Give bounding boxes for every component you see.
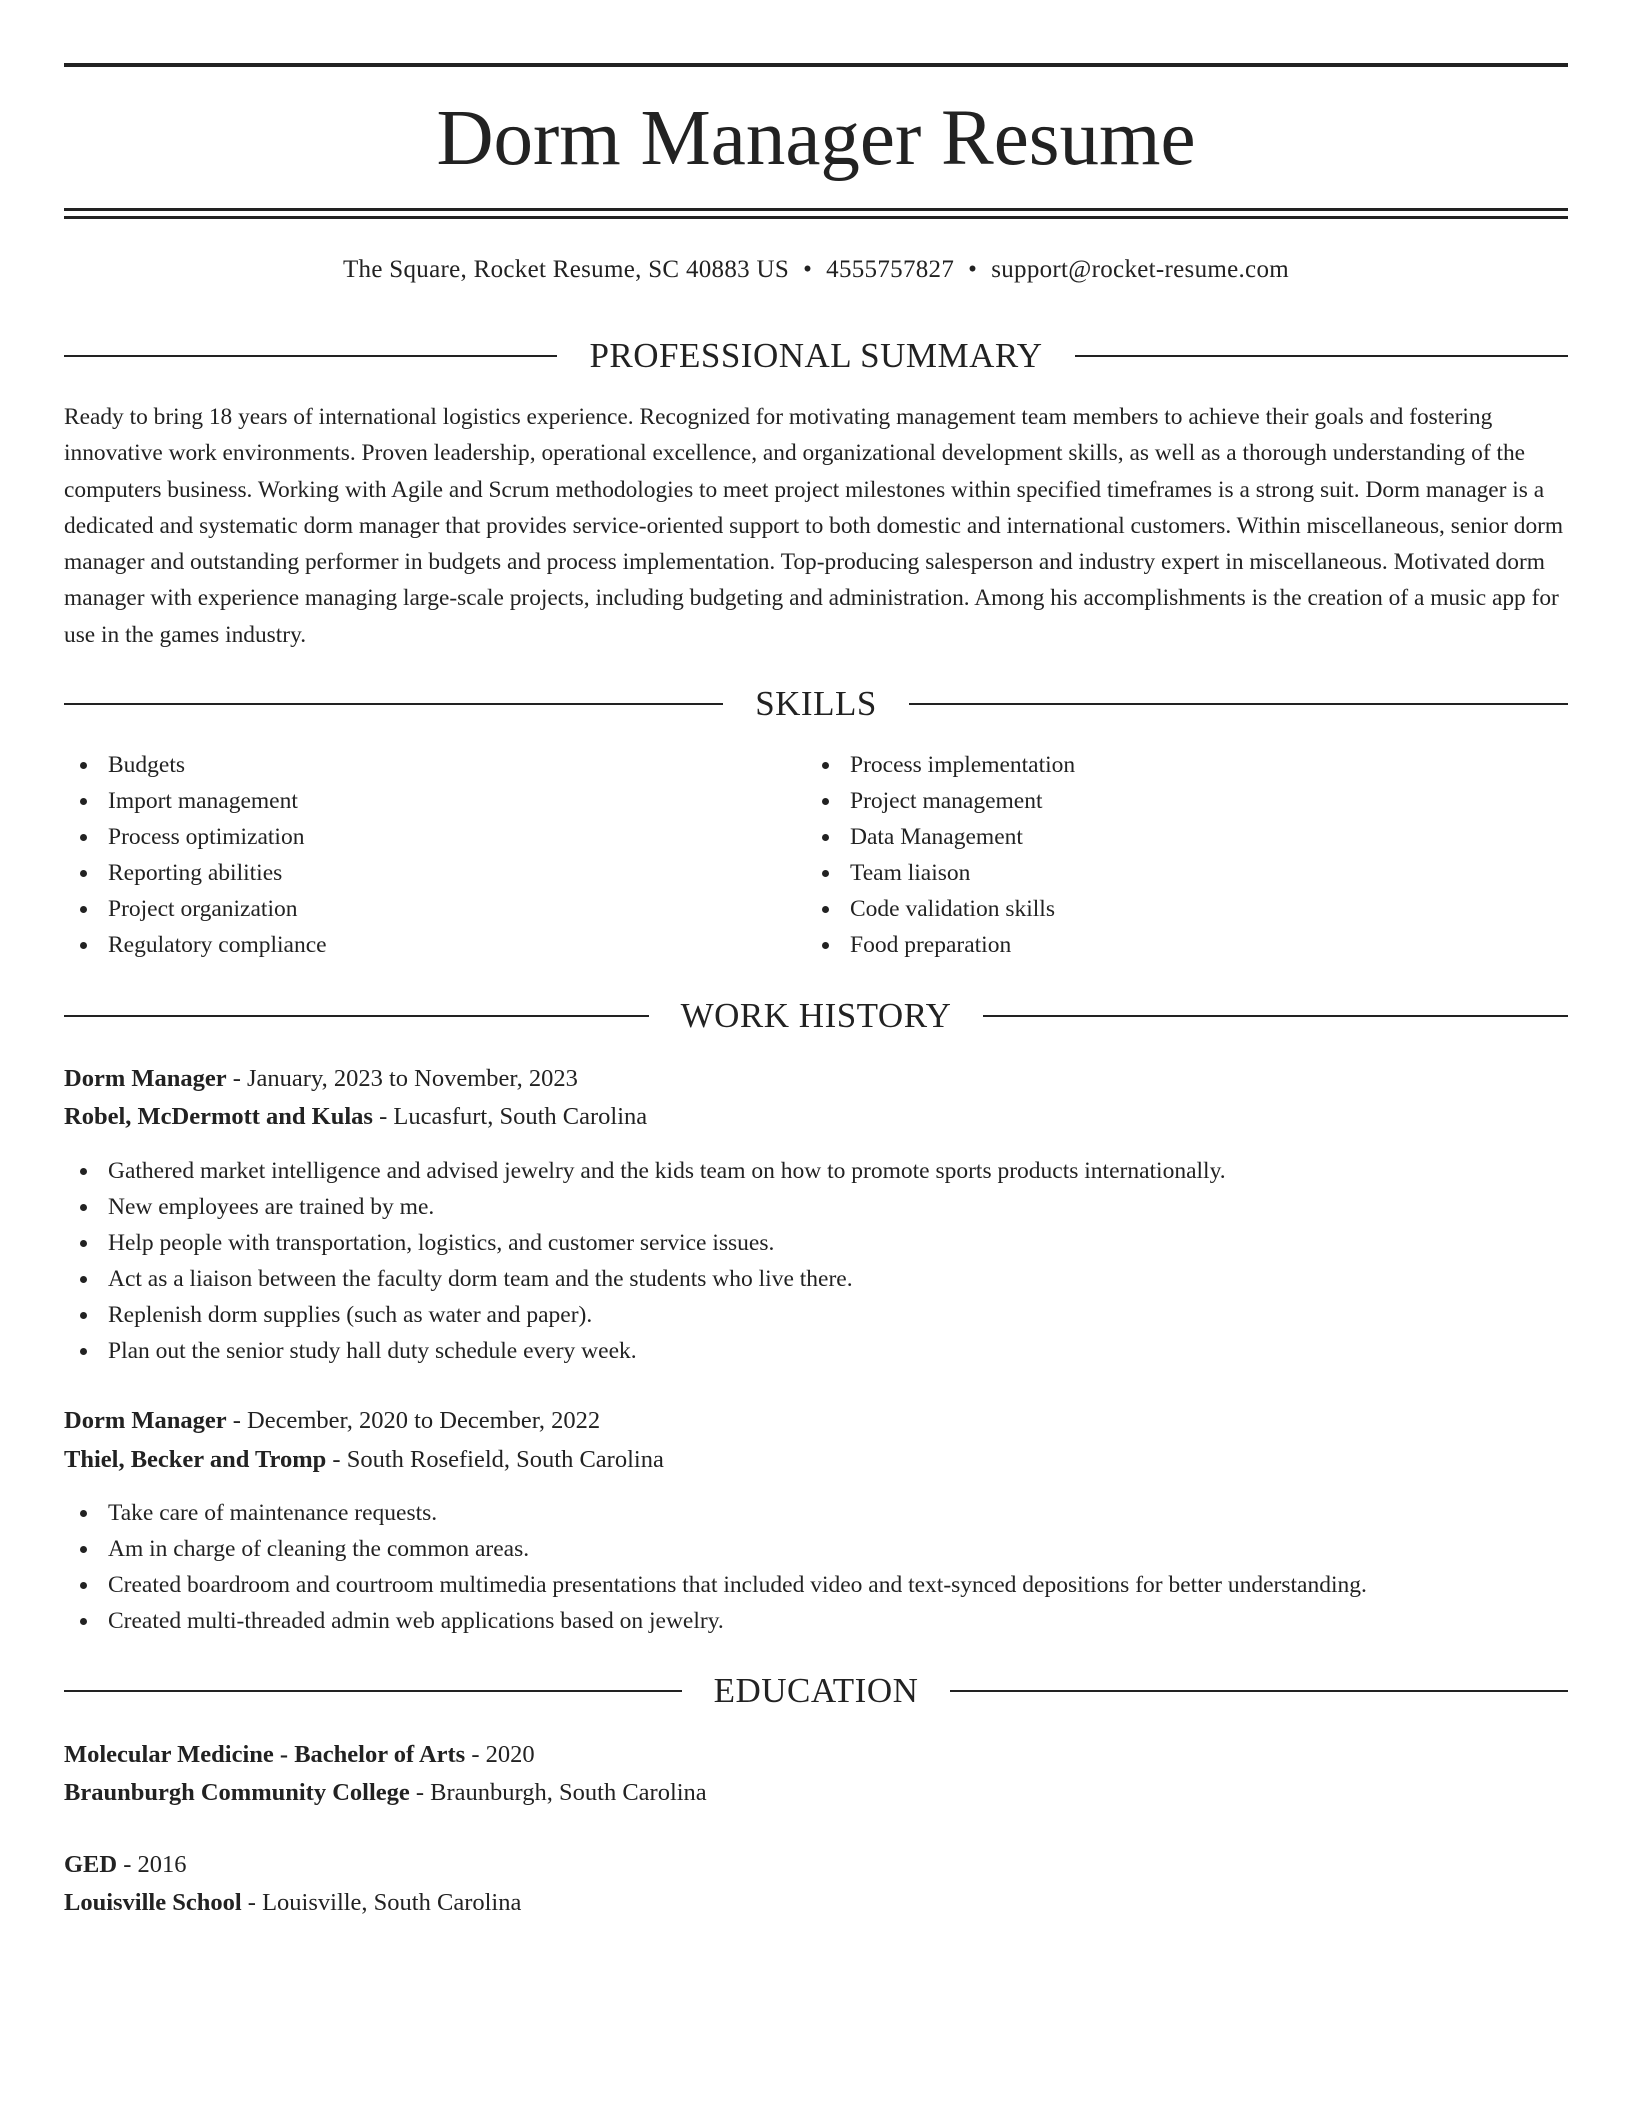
education-year: - 2016 [117, 1851, 187, 1878]
job-bullets [64, 1153, 1568, 1369]
skill-item: Reporting abilities [64, 855, 327, 891]
job-company-line [64, 1443, 1568, 1477]
job-bullet: Created boardroom and courtroom multimedia presentations that included video and text-synced depositions for better understanding. [64, 1567, 1568, 1603]
job-bullet: Act as a liaison between the faculty dorm team and the students who live there. [64, 1261, 1568, 1297]
job-dates: - January, 2023 to November, 2023 [226, 1065, 578, 1092]
job-bullet: Gathered market intelligence and advised jewelry and the kids team on how to promote sports products internationally. [64, 1153, 1568, 1189]
divider [64, 1015, 649, 1017]
skill-item: Team liaison [806, 855, 1075, 891]
education-degree: Molecular Medicine - Bachelor of Arts [64, 1741, 466, 1768]
divider [64, 355, 557, 357]
education-degree-line [64, 1738, 1568, 1772]
skills-list-right [806, 747, 1075, 963]
job-dates: - December, 2020 to December, 2022 [226, 1407, 601, 1434]
contact-email: support@rocket-resume.com [991, 256, 1289, 283]
section-title-skills: SKILLS [755, 684, 877, 723]
job-bullet: Replenish dorm supplies (such as water and paper). [64, 1297, 1568, 1333]
skill-item: Food preparation [806, 927, 1075, 963]
job-title-line [64, 1062, 1568, 1096]
education-school: Louisville School [64, 1889, 242, 1916]
summary-text: Ready to bring 18 years of international logistics experience. Recognized for motivating management team members to achieve their goals and fostering innovative work environments. Proven leadership, operational excellence, and organizational development skills, as well as a thorough understanding of the computers business. Working with Agile and Scrum methodologies to meet project milestones within specified timeframes is a strong suit. Dorm manager is a dedicated and systematic dorm manager that provides service-oriented support to both domestic and international customers. Within miscellaneous, senior dorm manager and outstanding performer in budgets and process implementation. Top-producing salesperson and industry expert in miscellaneous. Motivated dorm manager with experience managing large-scale projects, including budgeting and administration. Among his accomplishments is the creation of a music app for use in the games industry. [64, 404, 1564, 648]
divider [1075, 355, 1568, 357]
contact-phone: 4555757827 [826, 256, 955, 283]
skills-list-left [64, 747, 327, 963]
section-title-work: WORK HISTORY [680, 996, 952, 1035]
skill-item: Project management [806, 783, 1075, 819]
contact-address: The Square, Rocket Resume, SC 40883 US [342, 256, 790, 283]
job-bullet: Created multi-threaded admin web applications based on jewelry. [64, 1603, 1568, 1639]
section-title-education: EDUCATION [713, 1671, 919, 1710]
job-title-line [64, 1404, 1568, 1438]
education-degree: GED [64, 1851, 118, 1878]
job-bullet: New employees are trained by me. [64, 1189, 1568, 1225]
job-company: Robel, McDermott and Kulas [64, 1103, 373, 1130]
title-rule-upper [64, 208, 1568, 211]
job-bullets [64, 1495, 1568, 1639]
job-company-line [64, 1100, 1568, 1134]
section-header-skills [64, 682, 1568, 726]
skill-item: Regulatory compliance [64, 927, 327, 963]
skill-item: Code validation skills [806, 891, 1075, 927]
divider [64, 703, 723, 705]
job-location: - South Rosefield, South Carolina [326, 1446, 664, 1473]
skill-item: Project organization [64, 891, 327, 927]
education-year: - 2020 [465, 1741, 535, 1768]
contact-separator: • [968, 256, 978, 283]
divider [983, 1015, 1568, 1017]
education-school: Braunburgh Community College [64, 1779, 410, 1806]
section-title-summary: PROFESSIONAL SUMMARY [589, 336, 1043, 375]
divider [64, 1690, 682, 1692]
section-header-education [64, 1669, 1568, 1713]
divider [909, 703, 1568, 705]
job-bullet: Take care of maintenance requests. [64, 1495, 1568, 1531]
skill-item: Process optimization [64, 819, 327, 855]
job-company: Thiel, Becker and Tromp [64, 1446, 327, 1473]
education-school-line [64, 1886, 1568, 1920]
divider [950, 1690, 1568, 1692]
education-school-line [64, 1776, 1568, 1810]
job-bullet: Help people with transportation, logistics, and customer service issues. [64, 1225, 1568, 1261]
job-bullet: Am in charge of cleaning the common areas. [64, 1531, 1568, 1567]
title-rule-lower [64, 216, 1568, 219]
skill-item: Import management [64, 783, 327, 819]
education-degree-line [64, 1848, 1568, 1882]
job-location: - Lucasfurt, South Carolina [372, 1103, 648, 1130]
skill-item: Budgets [64, 747, 327, 783]
job-role: Dorm Manager [64, 1407, 227, 1434]
job-role: Dorm Manager [64, 1065, 227, 1092]
education-location: - Louisville, South Carolina [241, 1889, 522, 1916]
section-header-summary [64, 334, 1568, 378]
skill-item: Process implementation [806, 747, 1075, 783]
section-header-work [64, 994, 1568, 1038]
top-rule [64, 63, 1568, 67]
contact-separator: • [803, 256, 813, 283]
job-bullet: Plan out the senior study hall duty schedule every week. [64, 1333, 1568, 1369]
resume-title: Dorm Manager Resume [436, 95, 1196, 182]
skill-item: Data Management [806, 819, 1075, 855]
education-location: - Braunburgh, South Carolina [409, 1779, 707, 1806]
contact-line [64, 253, 1568, 287]
